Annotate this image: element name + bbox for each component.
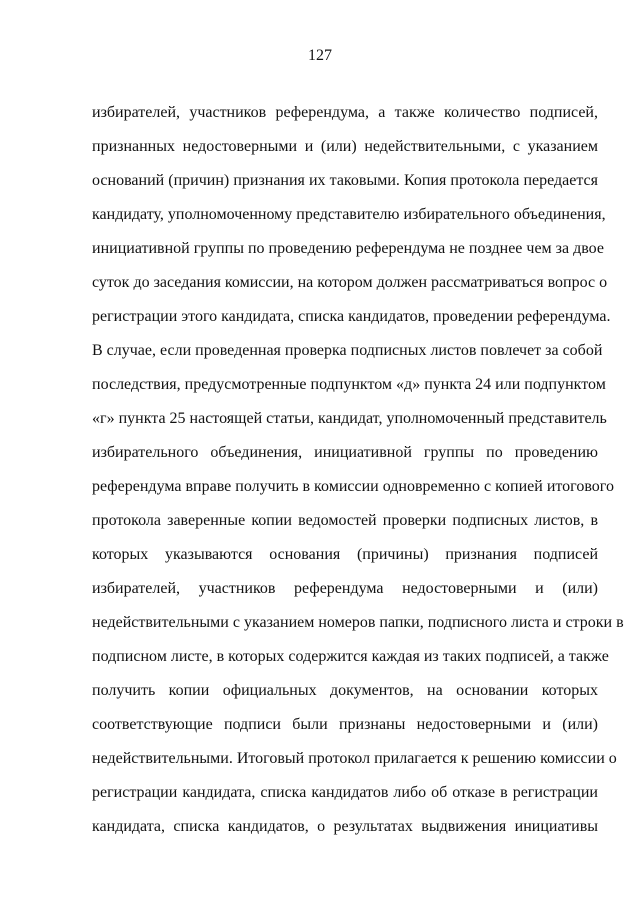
text-line: признанных недостоверными и (или) недействительными, с указанием: [92, 138, 598, 155]
text-line: «г» пункта 25 настоящей статьи, кандидат, уполномоченный представитель: [92, 410, 607, 427]
text-line: недействительными с указанием номеров папки, подписного листа и строки в: [92, 614, 624, 631]
text-line: кандидату, уполномоченному представителю избирательного объединения,: [92, 206, 606, 223]
text-line: которых указываются основания (причины) признания подписей: [92, 546, 598, 563]
text-line: регистрации кандидата, списка кандидатов либо об отказе в регистрации: [92, 784, 598, 801]
text-line: последствия, предусмотренные подпунктом «д» пункта 24 или подпунктом: [92, 376, 606, 393]
text-line: подписном листе, в которых содержится каждая из таких подписей, а также: [92, 648, 609, 665]
text-line: избирателей, участников референдума, а также количество подписей,: [92, 104, 598, 121]
text-line: получить копии официальных документов, на основании которых: [92, 682, 598, 699]
text-line: избирательного объединения, инициативной группы по проведению: [92, 444, 598, 461]
text-line: избирателей, участников референдума недостоверными и (или): [92, 580, 598, 597]
text-line: соответствующие подписи были признаны недостоверными и (или): [92, 716, 598, 733]
text-line: протокола заверенные копии ведомостей проверки подписных листов, в: [92, 512, 598, 529]
text-line: недействительными. Итоговый протокол прилагается к решению комиссии о: [92, 750, 617, 767]
page-number: 127: [308, 47, 332, 64]
text-line: инициативной группы по проведению референдума не позднее чем за двое: [92, 240, 604, 257]
text-line: В случае, если проведенная проверка подписных листов повлечет за собой: [92, 342, 603, 359]
text-line: оснований (причин) признания их таковыми. Копия протокола передается: [92, 172, 598, 189]
text-line: референдума вправе получить в комиссии одновременно с копией итогового: [92, 478, 614, 495]
text-line: суток до заседания комиссии, на котором должен рассматриваться вопрос о: [92, 274, 608, 291]
text-line: кандидата, списка кандидатов, о результатах выдвижения инициативы: [92, 818, 598, 835]
body-text: [92, 96, 624, 844]
text-line: регистрации этого кандидата, списка кандидатов, проведении референдума.: [92, 308, 611, 325]
